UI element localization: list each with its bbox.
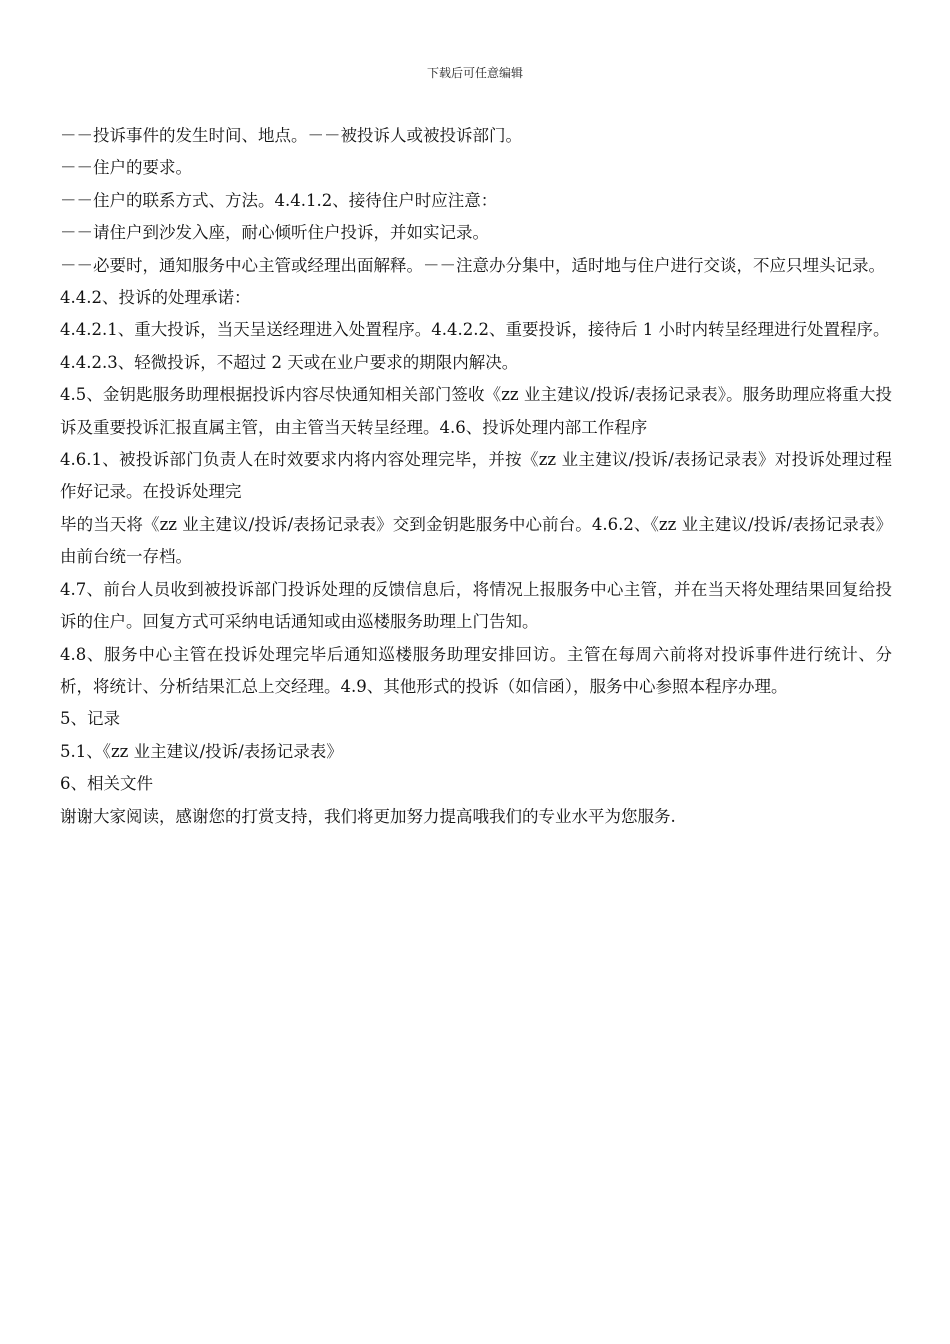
- section-heading-records: 5、记录: [60, 709, 120, 729]
- paragraph-thanks: 谢谢大家阅读，感谢您的打赏支持，我们将更加努力提高哦我们的专业水平为您服务.: [60, 806, 676, 826]
- paragraph-4-6-1-continued: 毕的当天将《zz 业主建议/投诉/表扬记录表》交到金钥匙服务中心前台。4.6.2、《zz 业主建议/投诉/表扬记录表》由前台统一存档。: [60, 514, 892, 567]
- paragraph-4-7: 4.7、前台人员收到被投诉部门投诉处理的反馈信息后，将情况上报服务中心主管，并在当天将处理结果回复给投诉的住户。回复方式可采纳电话通知或由巡楼服务助理上门告知。: [60, 579, 892, 632]
- section-heading-4-4-2: 4.4.2、投诉的处理承诺：: [60, 288, 251, 308]
- paragraph-4-8: 4.8、服务中心主管在投诉处理完毕后通知巡楼服务助理安排回访。主管在每周六前将对投诉事件进行统计、分析，将统计、分析结果汇总上交经理。4.9、其他形式的投诉（如信函），服务中心参照本程序办理。: [60, 644, 892, 696]
- section-heading-related-documents: 6、相关文件: [60, 774, 153, 794]
- document-body: [60, 120, 892, 833]
- paragraph-4-5: 4.5、金钥匙服务助理根据投诉内容尽快通知相关部门签收《zz 业主建议/投诉/表扬记录表》。服务助理应将重大投诉及重要投诉汇报直属主管，由主管当天转呈经理。4.6、投诉处理内部工作程序: [60, 385, 892, 437]
- paragraph-resident-requirements: －－住户的要求。: [60, 158, 192, 178]
- paragraph-manager-explain: －－必要时，通知服务中心主管或经理出面解释。－－注意办分集中，适时地与住户进行交谈，不应只埋头记录。: [60, 255, 885, 275]
- paragraph-5-1: 5.1、《zz 业主建议/投诉/表扬记录表》: [60, 741, 343, 761]
- paragraph-contact-method: －－住户的联系方式、方法。4.4.1.2、接待住户时应注意：: [60, 190, 498, 210]
- paragraph-complaint-details: －－投诉事件的发生时间、地点。－－被投诉人或被投诉部门。: [60, 126, 522, 145]
- page-header: 下载后可任意编辑: [426, 66, 523, 80]
- paragraph-4-6-1: 4.6.1、被投诉部门负责人在时效要求内将内容处理完毕，并按《zz 业主建议/投诉/表扬记录表》对投诉处理过程作好记录。在投诉处理完: [60, 450, 892, 502]
- paragraph-seat-resident: －－请住户到沙发入座，耐心倾听住户投诉，并如实记录。: [60, 223, 489, 243]
- paragraph-minor-complaint: 4.4.2.3、轻微投诉，不超过 2 天或在业户要求的期限内解决。: [60, 352, 519, 372]
- paragraph-major-complaint: 4.4.2.1、重大投诉，当天呈送经理进入处置程序。4.4.2.2、重要投诉，接待后 1 小时内转呈经理进行处置程序。: [60, 320, 890, 340]
